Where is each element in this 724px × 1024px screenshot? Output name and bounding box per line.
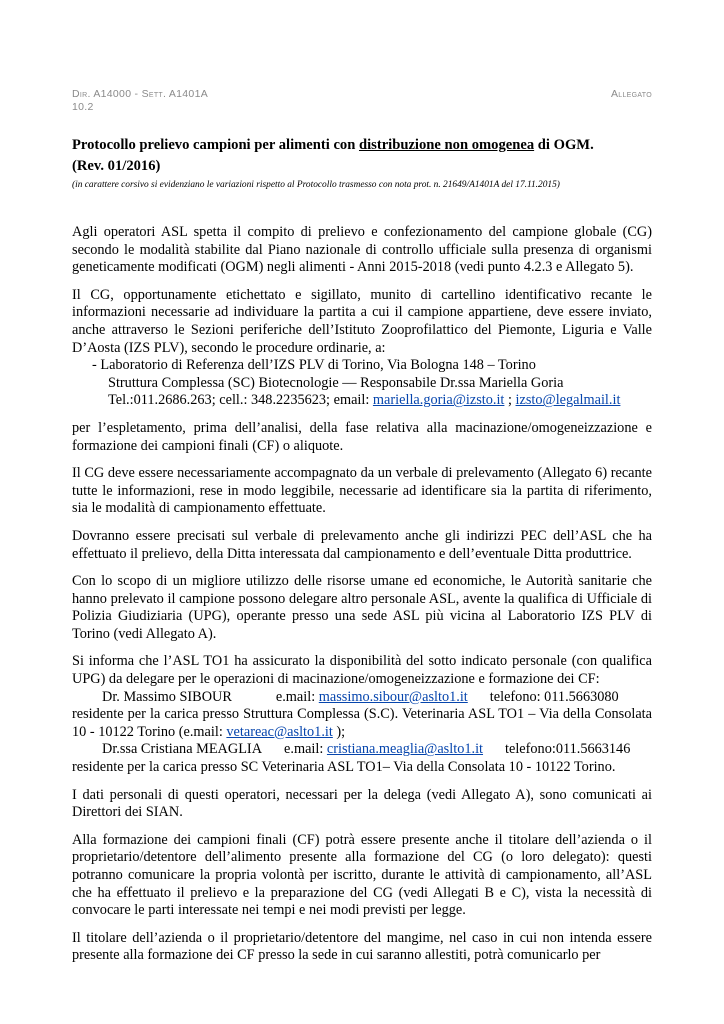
document-header	[72, 88, 652, 114]
paragraph-2	[72, 287, 652, 410]
revision-label: (Rev. 01/2016)	[72, 158, 161, 174]
paragraph-7	[72, 653, 652, 776]
operator-1-email-link[interactable]: massimo.sibour@aslto1.it	[318, 688, 468, 705]
operator-1-name: Dr. Massimo SIBOUR	[102, 688, 232, 705]
operator-2-row	[72, 741, 652, 759]
operator-2-phone: telefono:011.5663146	[505, 741, 631, 758]
title-suffix: di OGM.	[534, 137, 594, 153]
lab-email-link-1[interactable]: mariella.goria@izsto.it	[372, 392, 505, 409]
operator-2-email-link[interactable]: cristiana.meaglia@aslto1.it	[326, 741, 484, 758]
paragraph-1: Agli operatori ASL spetta il compito di prelievo e confezionamento del campione globale (CG) secondo le modalità stabilite dal Piano nazionale di controllo ufficiale sulla presenza di organismi geneticamente modificati (OGM) negli alimenti - Anni 2015-2018 (vedi punto 4.2.3 e Allegato 5).	[72, 224, 652, 276]
lab-structure-line: Struttura Complessa (SC) Biotecnologie — Responsabile Dr.ssa Mariella Goria	[108, 374, 564, 391]
document-title	[72, 136, 652, 154]
paragraph-10: Il titolare dell’azienda o il proprietario/detentore del mangime, nel caso in cui non intenda essere presente alla formazione dei CF presso la sede in cui saranno allestiti, potrà comunicarlo per	[72, 929, 652, 964]
operator-2-name: Dr.ssa Cristiana MEAGLIA	[102, 741, 263, 758]
header-attachment-label: Allegato	[610, 88, 652, 100]
operator-1-email-link-2[interactable]: vetareac@aslto1.it	[226, 723, 333, 740]
operator-1-residence: residente per la carica presso Struttura Complessa (S.C). Veterinaria ASL TO1 – Via della Consolata 10 - 10122 Torino (e.mail:	[72, 706, 652, 740]
operator-1-residence-end: );	[332, 723, 346, 740]
paragraph-8: I dati personali di questi operatori, necessari per la delega (vedi Allegato A), sono comunicati ai Direttori dei SIAN.	[72, 786, 652, 821]
document-body	[72, 224, 652, 975]
operator-2-email-label: e.mail:	[284, 741, 327, 758]
paragraph-2-text: Il CG, opportunamente etichettato e sigillato, munito di cartellino identificativo recante le informazioni necessarie ad individuare la partita a cui il campione appartiene, deve essere inviato, anche attraverso le Sezioni periferiche dell’Istituto Zooprofilattico del Piemonte, Liguria e Valle D’Aosta (IZS PLV), secondo le procedure ordinarie, a:	[72, 286, 652, 356]
header-section-number: 10.2	[72, 101, 94, 113]
operator-2-residence: residente per la carica presso SC Veterinaria ASL TO1– Via della Consolata 10 - 10122 Torino.	[72, 759, 616, 776]
lab-address-line: - Laboratorio di Referenza dell’IZS PLV di Torino, Via Bologna 148 – Torino	[92, 357, 536, 374]
lab-email-link-2[interactable]: izsto@legalmail.it	[515, 392, 621, 409]
lab-phone: Tel.:011.2686.263; cell.: 348.2235623; email:	[108, 392, 373, 409]
paragraph-6: Con lo scopo di un migliore utilizzo delle risorse umane ed economiche, le Autorità sanitarie che hanno prelevato il campione possono delegare altro personale ASL, avente la qualifica di Ufficiale di Polizia Giudiziaria (UPG), operante presso una sede ASL più vicina al Laboratorio IZS PLV di Torino (vedi Allegato A).	[72, 573, 652, 642]
header-department: Dir. A14000 - Sett. A1401A	[72, 88, 209, 100]
title-prefix: Protocollo prelievo campioni per alimenti con	[72, 137, 359, 153]
paragraph-4: Il CG deve essere necessariamente accompagnato da un verbale di prelevamento (Allegato 6) recante tutte le informazioni, rese in modo leggibile, necessarie ad identificare sia la partita di riferimento, sia le modalità di campionamento effettuate.	[72, 465, 652, 517]
revision-note: (in carattere corsivo si evidenziano le variazioni rispetto al Protocollo trasmesso con nota prot. n. 21649/A1401A del 17.11.2015)	[72, 180, 560, 190]
paragraph-9: Alla formazione dei campioni finali (CF) potrà essere presente anche il titolare dell’azienda o il proprietario/detentore dell’alimento presente alla formazione del CG (o loro delegato): questi potranno comunicare la propria volontà per iscritto, durante le attività di campionamento, all’ASL che ha effettuato il prelievo e la preparazione del CG (vedi Allegati B e C), vista la necessità di convocare le parti interessate nei tempi e nei modi previsti per legge.	[72, 831, 652, 919]
operator-1-email-label: e.mail:	[275, 688, 319, 705]
title-underlined: distribuzione non omogenea	[358, 137, 535, 153]
operator-1-phone: telefono: 011.5663080	[489, 688, 619, 705]
operator-1-row	[72, 689, 652, 707]
lab-email-separator: ;	[504, 392, 516, 409]
paragraph-5: Dovranno essere precisati sul verbale di prelevamento anche gli indirizzi PEC dell’ASL che ha effettuato il prelievo, della Ditta interessata dal campionamento e dell’eventuale Ditta produttrice.	[72, 527, 652, 562]
paragraph-3: per l’espletamento, prima dell’analisi, della fase relativa alla macinazione/omogeneizzazione e formazione dei campioni finali (CF) o aliquote.	[72, 419, 652, 454]
lab-contact-line	[72, 392, 652, 410]
paragraph-7-text: Si informa che l’ASL TO1 ha assicurato la disponibilità del sotto indicato personale (con qualifica UPG) da delegare per le operazioni di macinazione/omogeneizzazione e formazione dei CF:	[72, 653, 652, 688]
